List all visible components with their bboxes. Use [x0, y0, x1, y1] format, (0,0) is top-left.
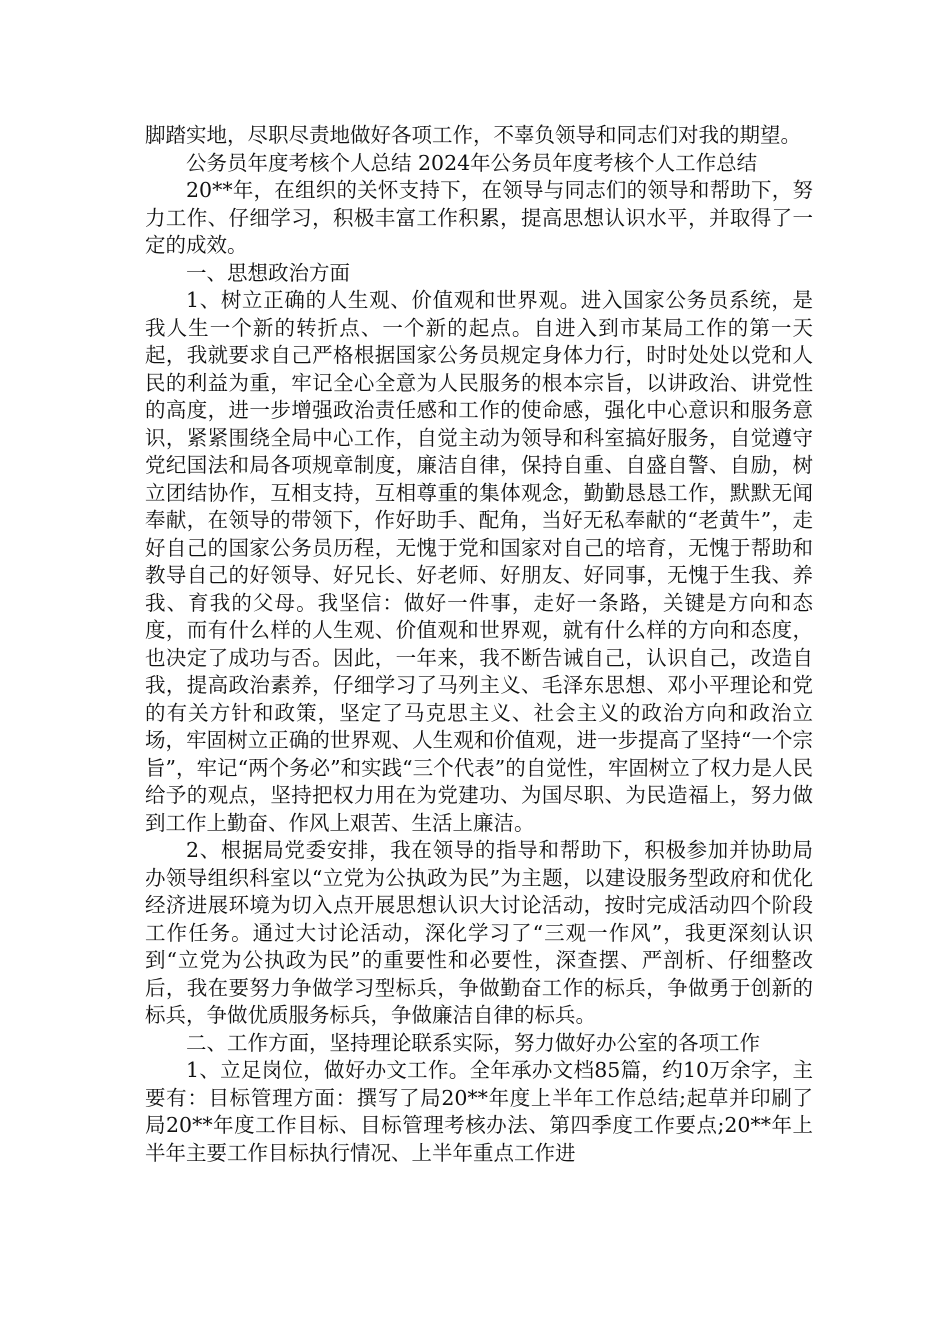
section-heading-political: 一、思想政治方面	[186, 260, 350, 285]
document-body	[145, 122, 813, 1167]
section-heading-work: 二、工作方面，坚持理论联系实际，努力做好办公室的各项工作	[186, 1030, 760, 1055]
paragraph-document-work: 1、立足岗位，做好办文工作。全年承办文档85篇，约10万余字，主要有：目标管理方面：撰写了局20**年度上半年工作总结;起草并印刷了局20**年度工作目标、目标管理考核办法、第四季度工作要点;20**年上半年主要工作目标执行情况、上半年重点工作进	[145, 1058, 813, 1165]
paragraph-intro: 20**年，在组织的关怀支持下，在领导与同志们的领导和帮助下，努力工作、仔细学习，积极丰富工作积累，提高思想认识水平，并取得了一定的成效。	[145, 178, 813, 257]
paragraph-worldview: 1、树立正确的人生观、价值观和世界观。进入国家公务员系统，是我人生一个新的转折点、一个新的起点。自进入到市某局工作的第一天起，我就要求自己严格根据国家公务员规定身体力行，时时处处以党和人民的利益为重，牢记全心全意为人民服务的根本宗旨，以讲政治、讲党性的高度，进一步增强政治责任感和工作的使命感，强化中心意识和服务意识，紧紧围绕全局中心工作，自觉主动为领导和科室搞好服务，自觉遵守党纪国法和局各项规章制度，廉洁自律，保持自重、自盛自警、自励，树立团结协作，互相支持，互相尊重的集体观念，勤勤恳恳工作，默默无闻奉献，在领导的带领下，作好助手、配角，当好无私奉献的“老黄牛”，走好自己的国家公务员历程，无愧于党和国家对自己的培育，无愧于帮助和教导自己的好领导、好兄长、好老师、好朋友、好同事，无愧于生我、养我、育我的父母。我坚信：做好一件事，走好一条路，关键是方向和态度，而有什么样的人生观、价值观和世界观，就有什么样的方向和态度，也决定了成功与否。因此，一年来，我不断告诫自己，认识自己，改造自我，提高政治素养，仔细学习了马列主义、毛泽东思想、邓小平理论和党的有关方针和政策，坚定了马克思主义、社会主义的政治方向和政治立场，牢固树立正确的世界观、人生观和价值观，进一步提高了坚持“一个宗旨”，牢记“两个务必”和实践“三个代表”的自觉性，牢固树立了权力是人民给予的观点，坚持把权力用在为党建功、为国尽职、为民造福上，努力做到工作上勤奋、作风上艰苦、生活上廉洁。	[145, 288, 813, 835]
paragraph-title: 公务员年度考核个人总结 2024年公务员年度考核个人工作总结	[186, 150, 758, 175]
paragraph-discussion-activity: 2、根据局党委安排，我在领导的指导和帮助下，积极参加并协助局办领导组织科室以“立党为公执政为民”为主题，以建设服务型政府和优化经济进展环境为切入点开展思想认识大讨论活动，按时完成活动四个阶段工作任务。通过大讨论活动，深化学习了“三观一作风”，我更深刻认识到“立党为公执政为民”的重要性和必要性，深查摆、严剖析、仔细整改后，我在要努力争做学习型标兵，争做勤奋工作的标兵，争做勇于创新的标兵，争做优质服务标兵，争做廉洁自律的标兵。	[145, 838, 813, 1027]
paragraph-closing-line: 脚踏实地，尽职尽责地做好各项工作，不辜负领导和同志们对我的期望。	[145, 123, 801, 147]
